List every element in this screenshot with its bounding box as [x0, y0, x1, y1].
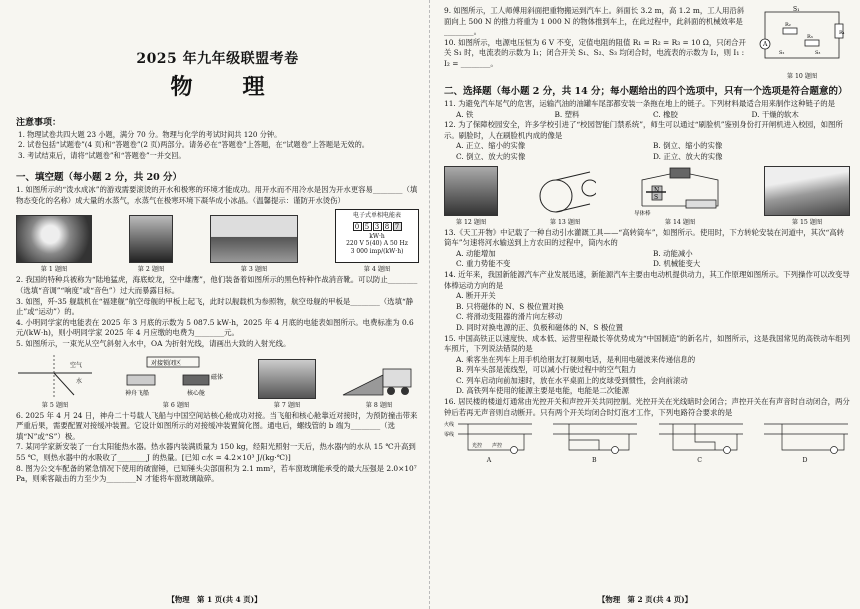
meter-digit: 3	[373, 222, 382, 231]
question-13: 13.《天工开物》中记载了一种自动引水灌溉工具——“高转筒车”，如图所示。使用时，下方转轮安装在河道中，其次“高转筒车”匀速将河水输送到上方农田的过程中，筒内水的	[444, 227, 845, 248]
option-d: D. 同时对换电源的正、负极和磁体的 N、S 极位置	[456, 322, 624, 332]
option-a: A. 乘客坐在列车上用手机给朋友打视频电话，是利用电磁波来传递信息的	[456, 354, 696, 364]
question-7: 7. 某同学家新安装了一台太阳能热水器。热水器内装满质量为 150 kg，经阳光照射一天后，热水器内的水从 15 ℃升高到 55 ℃，则热水器中的水吸收了________J 的热量。[已知 c水 = 4.2×10³ J/(kg·℃)]	[16, 442, 416, 462]
figure-3	[210, 215, 298, 273]
figure-13-caption: 第 13 题图	[549, 218, 581, 226]
question-4: 4. 小明同学家的电能表在 2025 年 3 月底的示数为 5 087.5 kW·h，2025 年 4 月底的电能表如图所示。电费标准为 0.6 元/(kW·h)，则小明同学家 2025 年 4 月应缴的电费为________元。	[16, 317, 414, 338]
question-15: 15. 中国高铁正以速度快、成本低、运营里程最长等优势成为“中国制造”的新名片，如图所示，这是我国常见的高铁动车组列车照片，下列说法错误的是	[444, 333, 850, 354]
figure-5-caption: 第 5 题图	[41, 401, 69, 409]
option-c: C. 将滑动变阻器的滑片向左移动	[456, 312, 563, 322]
refraction-diagram	[16, 353, 94, 399]
conductor-label: 导体棒	[634, 210, 651, 216]
q9-q10-text	[444, 6, 748, 80]
meter-digit: 0	[353, 222, 362, 231]
figure-7-caption: 第 7 题图	[273, 401, 301, 409]
figure-2	[129, 215, 173, 273]
magnet-label: 磁体	[211, 373, 224, 381]
figure-8-caption: 第 8 题图	[365, 401, 393, 409]
question-3: 3. 如图，歼-35 舰载机在“福建舰”航空母舰的甲板上起飞，此时以舰载机为参照物，航空母舰的甲板是________（选填“静止”或“运动”）的。	[16, 296, 414, 317]
circuit-a-label: A	[486, 457, 492, 465]
figure-14-caption: 第 14 题图	[664, 218, 696, 226]
option-d: D. 正立、放大的实像	[653, 151, 723, 161]
option-b: B. 倒立、缩小的实像	[653, 141, 723, 151]
live-wire-label: 火线	[444, 422, 455, 429]
solar-heater-photo	[258, 359, 316, 399]
s-pole-label: S	[654, 193, 659, 201]
notice-2: 2. 试卷包括“试题卷”(4 页)和“答题卷”(2 页)两部分。请务必在“答题卷”上答题，在“试题卷”上答题是无效的。	[18, 140, 369, 150]
q13-options	[444, 249, 850, 270]
circuit-b	[549, 420, 639, 464]
truck-ramp-diagram	[339, 359, 419, 399]
meter-digits	[339, 222, 415, 231]
exam-title: 2025 年九年级联盟考卷	[136, 51, 299, 67]
docking-zone-label: 对接锁闭区	[151, 359, 182, 367]
option-d: D. 干燥的软木	[751, 109, 799, 119]
circuit-diagram-10	[755, 6, 849, 70]
figure-row-2	[16, 353, 419, 409]
question-1: 1. 如图所示的“泼水成冰”的游戏需要滚烫的开水和极寒的环境才能成功。用开水而不用冷水是因为开水更容易________（填物态变化的名称）成大量的水蒸气，水蒸气在极寒环境下凝华成小冰晶。（温馨提示：谨防开水烫伤）	[16, 185, 418, 205]
option-a: A. 动能增加	[456, 248, 496, 258]
figure-8	[339, 359, 419, 409]
r3-label: R₃	[807, 34, 813, 40]
option-c: C. 倒立、放大的实像	[456, 151, 526, 161]
spacecraft-label: 神舟飞船	[125, 389, 150, 397]
carrier-jet-photo	[210, 215, 298, 263]
figure-4	[335, 209, 419, 273]
meter-unit: kW·h	[369, 232, 385, 240]
section-1-heading: 一、填空题（每小题 2 分，共 20 分）	[16, 172, 183, 184]
electricity-meter	[335, 209, 419, 263]
question-5: 5. 如图所示，一束光从空气斜射入水中，OA 为折射光线，请画出大致的入射光线。	[16, 338, 291, 348]
option-a: A. 正立、缩小的实像	[456, 141, 526, 151]
meter-spec-1: 220 V 5(40) A 50 Hz	[346, 240, 408, 248]
water-wheel-drawing	[534, 166, 596, 216]
circuit-d	[760, 420, 850, 464]
figure-12-caption: 第 12 题图	[455, 218, 487, 226]
water-label: 水	[76, 377, 83, 385]
circuit-c	[655, 420, 745, 464]
figure-10-caption: 第 10 题图	[786, 73, 818, 80]
option-c: C. 重力势能不变	[456, 259, 511, 269]
q9-q10-block	[444, 6, 850, 80]
figure-row-1	[16, 209, 419, 273]
q16-circuits	[444, 420, 850, 464]
section-2-heading: 二、选择题（每小题 2 分，共 14 分；每小题给出的四个选项中，只有一个选项是符合题意的）	[444, 86, 848, 97]
r2-label: R₂	[785, 22, 791, 28]
core-module-label: 核心舱	[187, 389, 206, 397]
question-11: 11. 为避免汽车尾气的危害，运输汽油的油罐车尾部都安装一条拖在地上的链子。下列材料最适合用来制作这种链子的是	[444, 99, 836, 108]
option-b: B. 塑料	[554, 109, 580, 119]
figure-10	[754, 6, 850, 80]
question-12: 12. 为了保障校园安全，许多学校引进了“校园智能门禁系统”，师生可以通过“刷脸机”鉴别身份打开闸机进入校园，如图所示。刷脸时，人在刷脸机内成的像是	[444, 120, 843, 140]
circuit-b-label: B	[592, 457, 597, 465]
q11-options	[444, 110, 850, 121]
meter-spec-2: 3 000 imp/(kW·h)	[350, 247, 404, 255]
figure-1	[16, 215, 92, 273]
question-8: 8. 图为公交车配备的紧急情况下使用的破窗锤，已知锤头尖部面积为 2.1 mm²，若车窗玻璃能承受的最大压强是 2.0×10⁷ Pa，则乘客敲击的力至少为________N 才能将车窗玻璃敲碎。	[16, 463, 417, 484]
circuit-a-diagram	[444, 420, 534, 456]
question-9: 9. 如图所示，工人师傅用斜面把重物搬运到汽车上。斜面长 3.2 m，高 1.2 m，工人用沿斜面向上 500 N 的推力将重为 1 000 N 的物体推到车上，在此过程中，此斜面的机械效率是________。	[444, 6, 745, 37]
figure-4-caption: 第 4 题图	[363, 266, 391, 274]
air-label: 空气	[70, 361, 83, 369]
n-pole-label: N	[654, 186, 660, 194]
figure-15	[764, 166, 850, 226]
figure-2-caption: 第 2 题图	[137, 266, 165, 274]
option-a: A. 铁	[456, 109, 474, 119]
notice-3: 3. 考试结束后，请将“试题卷”和“答题卷”一并交回。	[18, 150, 186, 160]
figure-7	[258, 359, 316, 409]
figure-14	[632, 166, 728, 226]
s3-label: S₃	[815, 50, 821, 56]
question-2: 2. 我国的特种兵被称为“陆地猛虎，海底蛟龙，空中雄鹰”，他们装备着如图所示的黑色特种作战消音靴。可以防止________（选填“音调”“响度”或“音色”）过大而暴露目标。	[16, 275, 418, 295]
option-b: B. 只将磁体的 N、S 极位置对换	[456, 301, 564, 311]
option-c: C. 列车启动向前加速时，放在水平桌面上的皮球受到惯性，会向前滚动	[456, 375, 688, 385]
figure-12	[444, 166, 498, 226]
figure-5	[16, 353, 94, 409]
meter-digit: 7	[393, 222, 402, 231]
option-c: C. 橡胶	[653, 109, 678, 119]
soldier-boot-photo	[129, 215, 173, 263]
figure-13	[534, 166, 596, 226]
circuit-c-diagram	[655, 420, 745, 456]
question-6: 6. 2025 年 4 月 24 日，神舟二十号载人飞船与中国空间站核心舱成功对接。当飞船和核心舱靠近对接时，为预防撞击带来严重后果，需要配置对接缓冲装置。它设计如图所示的对接缓冲装置简化图。通电后，螺线管的 b 端为________（选填“N”或“S”）极。	[16, 410, 418, 441]
circuit-c-label: C	[697, 457, 703, 465]
question-14: 14. 近年来，我国新能源汽车产业发展迅速，新能源汽车主要由电动机提供动力，其工作原理如图所示。下列操作可以改变导体棒运动方向的是	[444, 269, 850, 290]
figure-3-caption: 第 3 题图	[240, 266, 268, 274]
meter-digit: 5	[363, 222, 372, 231]
docking-buffer-diagram	[117, 353, 235, 399]
option-d: D. 高铁列车使用的能源主要是电能，电能是二次能源	[456, 386, 629, 396]
face-scanner-photo	[444, 166, 498, 216]
high-speed-train-photo	[764, 166, 850, 216]
figure-row-3	[444, 166, 850, 226]
circuit-d-diagram	[760, 420, 850, 456]
sound-switch-label: 声控	[492, 443, 503, 450]
circuit-b-diagram	[549, 420, 639, 456]
notice-1: 1. 物理试卷共四大题 23 小题，满分 70 分。物理与化学的考试时间共 120 分钟。	[18, 130, 282, 139]
circuit-d-label: D	[802, 457, 808, 465]
figure-6-caption: 第 6 题图	[162, 401, 190, 409]
ammeter-label: A	[763, 41, 768, 48]
circuit-a	[444, 420, 534, 464]
page-2	[430, 0, 860, 609]
option-b: B. 动能减小	[653, 248, 693, 258]
neutral-wire-label: 零线	[444, 432, 455, 439]
meter-digit: 8	[383, 222, 392, 231]
option-b: B. 列车头部是流线型，可以减小行驶过程中的空气阻力	[456, 365, 637, 375]
q12-options	[444, 141, 850, 162]
page-2-footer: 【物理 第 2 页(共 4 页)】	[597, 595, 693, 604]
s1-label: S₁	[793, 6, 800, 13]
page-1-footer: 【物理 第 1 页(共 4 页)】	[167, 595, 262, 604]
motor-principle-diagram	[632, 166, 728, 216]
r1-label: R₁	[839, 30, 845, 36]
light-switch-label: 光控	[472, 443, 483, 450]
s2-label: S₂	[779, 50, 785, 56]
figure-15-caption: 第 15 题图	[791, 218, 823, 226]
question-16: 16. 居民楼的楼道灯通常由光控开关和声控开关共同控制。光控开关在光线暗时会闭合；声控开关在有声音时自动闭合，两分钟后若再无声音则自动断开。只有两个开关均闭合时灯泡才工作，下列电路符合要求的是	[444, 397, 850, 417]
figure-1-caption: 第 1 题图	[40, 266, 68, 274]
question-10: 10. 如图所示，电源电压恒为 6 V 不变，定值电阻的阻值 R₁ = R₂ = R₃ = 10 Ω，只闭合开关 S₁ 时，电流表的示数为 I₁；闭合开关 S₁、S₂、S₃ 均闭合时，电流表的示数为 I₂，则 I₁ : I₂ = ________。	[444, 37, 746, 68]
splash-ice-photo	[16, 215, 92, 263]
notice-heading: 注意事项：	[16, 118, 62, 128]
meter-title: 电子式单相电能表	[352, 212, 401, 220]
option-d: D. 机械能变大	[653, 259, 701, 269]
figure-6	[117, 353, 235, 409]
subject-title: 物 理	[170, 74, 279, 100]
option-a: A. 断开开关	[456, 291, 496, 301]
